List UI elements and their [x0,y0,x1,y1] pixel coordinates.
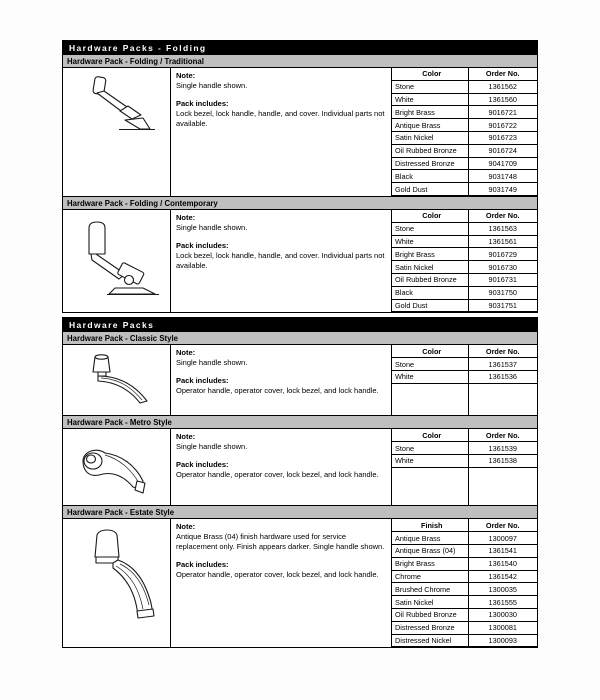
pack-includes-label: Pack includes: [176,240,229,250]
finish-cell: Satin Nickel [395,133,434,143]
pack-includes-text: Lock bezel, lock handle, handle, and cover. Individual parts not available. [176,108,385,128]
note-cell [171,519,391,647]
section-estate-style [62,505,538,648]
table-row [392,532,537,545]
finish-cell: White [395,236,414,246]
table-header-row [392,210,537,223]
column-divider [468,68,469,196]
table-row [392,622,537,635]
order-number-cell: 9016731 [488,275,517,285]
table-row [392,287,537,300]
note-cell [171,68,391,196]
finish-cell: Bright Brass [395,249,435,259]
note-text: Single handle shown. [176,80,248,90]
finish-cell: Oil Rubbed Bronze [395,146,457,156]
finish-column-header: Color [422,346,442,356]
table-row [392,571,537,584]
order-number-cell: 1361563 [488,224,517,234]
finish-cell: White [395,456,414,466]
table-header-row [392,345,537,358]
finish-cell: Antique Brass (04) [395,546,456,556]
note-text: Single handle shown. [176,358,248,368]
order-number-cell: 1300030 [488,610,517,620]
order-table [391,345,537,415]
table-row [392,132,537,145]
table-row [392,371,537,384]
estate-handle-illustration [63,519,171,647]
order-number-cell: 9031748 [488,171,517,181]
order-number-cell: 1361555 [488,597,517,607]
order-number-cell: 9016722 [488,120,517,130]
order-number-cell: 1361536 [488,372,517,382]
table-row [392,274,537,287]
handle-drawing-icon [63,68,171,196]
table-row [392,183,537,196]
table-row [392,545,537,558]
finish-cell: Gold Dust [395,184,428,194]
note-text: Single handle shown. [176,442,248,452]
table-row [392,106,537,119]
note-label: Note: [176,522,196,532]
handle-drawing-icon [63,210,171,312]
table-row [392,170,537,183]
section-title: Hardware Pack - Folding / Contemporary [62,196,538,210]
order-number-cell: 1361542 [488,571,517,581]
section-title: Hardware Pack - Folding / Traditional [62,54,538,68]
finish-column-header: Color [422,430,442,440]
table-row [392,94,537,107]
order-number-cell: 9016730 [488,262,517,272]
table-row [392,558,537,571]
order-number-cell: 1361541 [488,546,517,556]
finish-cell: Stone [395,224,415,234]
table-body [392,532,537,647]
table-row [392,583,537,596]
order-number-cell: 9016724 [488,146,517,156]
column-divider [468,429,469,505]
pack-includes-text: Operator handle, operator cover, lock bezel, and lock handle. [176,386,379,396]
finish-cell: Brushed Chrome [395,584,451,594]
order-column-header: Order No. [485,211,520,221]
order-table [391,429,537,505]
order-number-cell: 9031749 [488,184,517,194]
note-label: Note: [176,212,196,222]
order-column-header: Order No. [485,520,520,530]
finish-cell: White [395,94,414,104]
classic-handle-illustration [63,345,171,415]
finish-column-header: Color [422,211,442,221]
table-row [392,442,537,455]
section-folding-contemporary [62,196,538,313]
table-row [392,261,537,274]
section-title: Hardware Pack - Classic Style [62,331,538,345]
pack-includes-label: Pack includes: [176,560,229,570]
finish-column-header: Finish [420,520,443,530]
group-header-folding: Hardware Packs - Folding [62,40,538,55]
finish-cell: White [395,372,414,382]
order-number-cell: 1361537 [488,359,517,369]
order-table [391,519,537,647]
order-number-cell: 1361561 [488,236,517,246]
table-header-row [392,68,537,81]
table-row [392,609,537,622]
column-divider [468,345,469,415]
finish-cell: Chrome [395,571,421,581]
table-row [392,145,537,158]
section-classic-style [62,331,538,416]
note-label: Note: [176,71,196,80]
column-divider [468,210,469,312]
pack-includes-text: Operator handle, operator cover, lock bezel, and lock handle. [176,470,379,480]
table-row [392,81,537,94]
order-number-cell: 1361540 [488,559,517,569]
order-number-cell: 1300097 [488,533,517,543]
note-label: Note: [176,348,196,358]
finish-cell: Satin Nickel [395,597,434,607]
finish-cell: Distressed Bronze [395,623,455,633]
order-number-cell: 9031750 [488,288,517,298]
metro-handle-illustration [63,429,171,505]
order-number-cell: 1300093 [488,635,517,645]
order-number-cell: 9016729 [488,249,517,259]
finish-cell: Distressed Bronze [395,158,455,168]
table-row [392,223,537,236]
finish-cell: Antique Brass [395,120,441,130]
table-row [392,158,537,171]
table-body [392,223,537,313]
section-folding-traditional [62,54,538,197]
table-body [392,442,537,468]
group-header-packs: Hardware Packs [62,317,538,332]
finish-cell: Bright Brass [395,107,435,117]
note-text: Single handle shown. [176,222,248,232]
order-number-cell: 9031751 [488,300,517,310]
finish-cell: Stone [395,359,415,369]
order-table [391,68,537,196]
order-number-cell: 1361539 [488,443,517,453]
table-row [392,119,537,132]
order-number-cell: 1300081 [488,623,517,633]
table-row [392,596,537,609]
order-column-header: Order No. [485,430,520,440]
folding-traditional-handle-illustration [63,68,171,196]
order-number-cell: 9016723 [488,133,517,143]
handle-drawing-icon [63,429,171,505]
pack-includes-label: Pack includes: [176,376,229,386]
order-number-cell: 9016721 [488,107,517,117]
note-cell [171,345,391,415]
order-table [391,210,537,312]
section-metro-style [62,415,538,506]
order-column-header: Order No. [485,69,520,79]
table-row [392,248,537,261]
folding-contemporary-handle-illustration [63,210,171,312]
catalog-content [62,40,538,648]
note-label: Note: [176,432,196,442]
pack-includes-text: Operator handle, operator cover, lock bezel, and lock handle. [176,569,379,579]
note-cell [171,210,391,312]
note-cell [171,429,391,505]
table-body [392,81,537,196]
order-number-cell: 1300035 [488,584,517,594]
order-column-header: Order No. [485,346,520,356]
finish-cell: Black [395,171,413,181]
table-row [392,635,537,648]
finish-cell: Distressed Nickel [395,635,452,645]
finish-cell: Stone [395,443,415,453]
table-body [392,358,537,384]
section-title: Hardware Pack - Estate Style [62,505,538,519]
pack-includes-text: Lock bezel, lock handle, handle, and cover. Individual parts not available. [176,250,385,270]
finish-cell: Black [395,288,413,298]
finish-cell: Gold Dust [395,300,428,310]
finish-column-header: Color [422,69,442,79]
handle-drawing-icon [63,345,171,415]
order-number-cell: 1361560 [488,94,517,104]
finish-cell: Stone [395,82,415,92]
handle-drawing-icon [63,519,171,647]
pack-includes-label: Pack includes: [176,98,229,108]
column-divider [468,519,469,647]
finish-cell: Oil Rubbed Bronze [395,275,457,285]
finish-cell: Satin Nickel [395,262,434,272]
finish-cell: Bright Brass [395,559,435,569]
table-row [392,455,537,468]
table-row [392,358,537,371]
table-row [392,300,537,313]
table-header-row [392,519,537,532]
table-header-row [392,429,537,442]
finish-cell: Oil Rubbed Bronze [395,610,457,620]
finish-cell: Antique Brass [395,533,441,543]
table-row [392,236,537,249]
pack-includes-label: Pack includes: [176,460,229,470]
order-number-cell: 1361538 [488,456,517,466]
note-text: Antique Brass (04) finish hardware used for service replacement only. Finish appears darker. Single handle shown. [176,532,385,552]
section-title: Hardware Pack - Metro Style [62,415,538,429]
order-number-cell: 9041709 [488,158,517,168]
order-number-cell: 1361562 [488,82,517,92]
